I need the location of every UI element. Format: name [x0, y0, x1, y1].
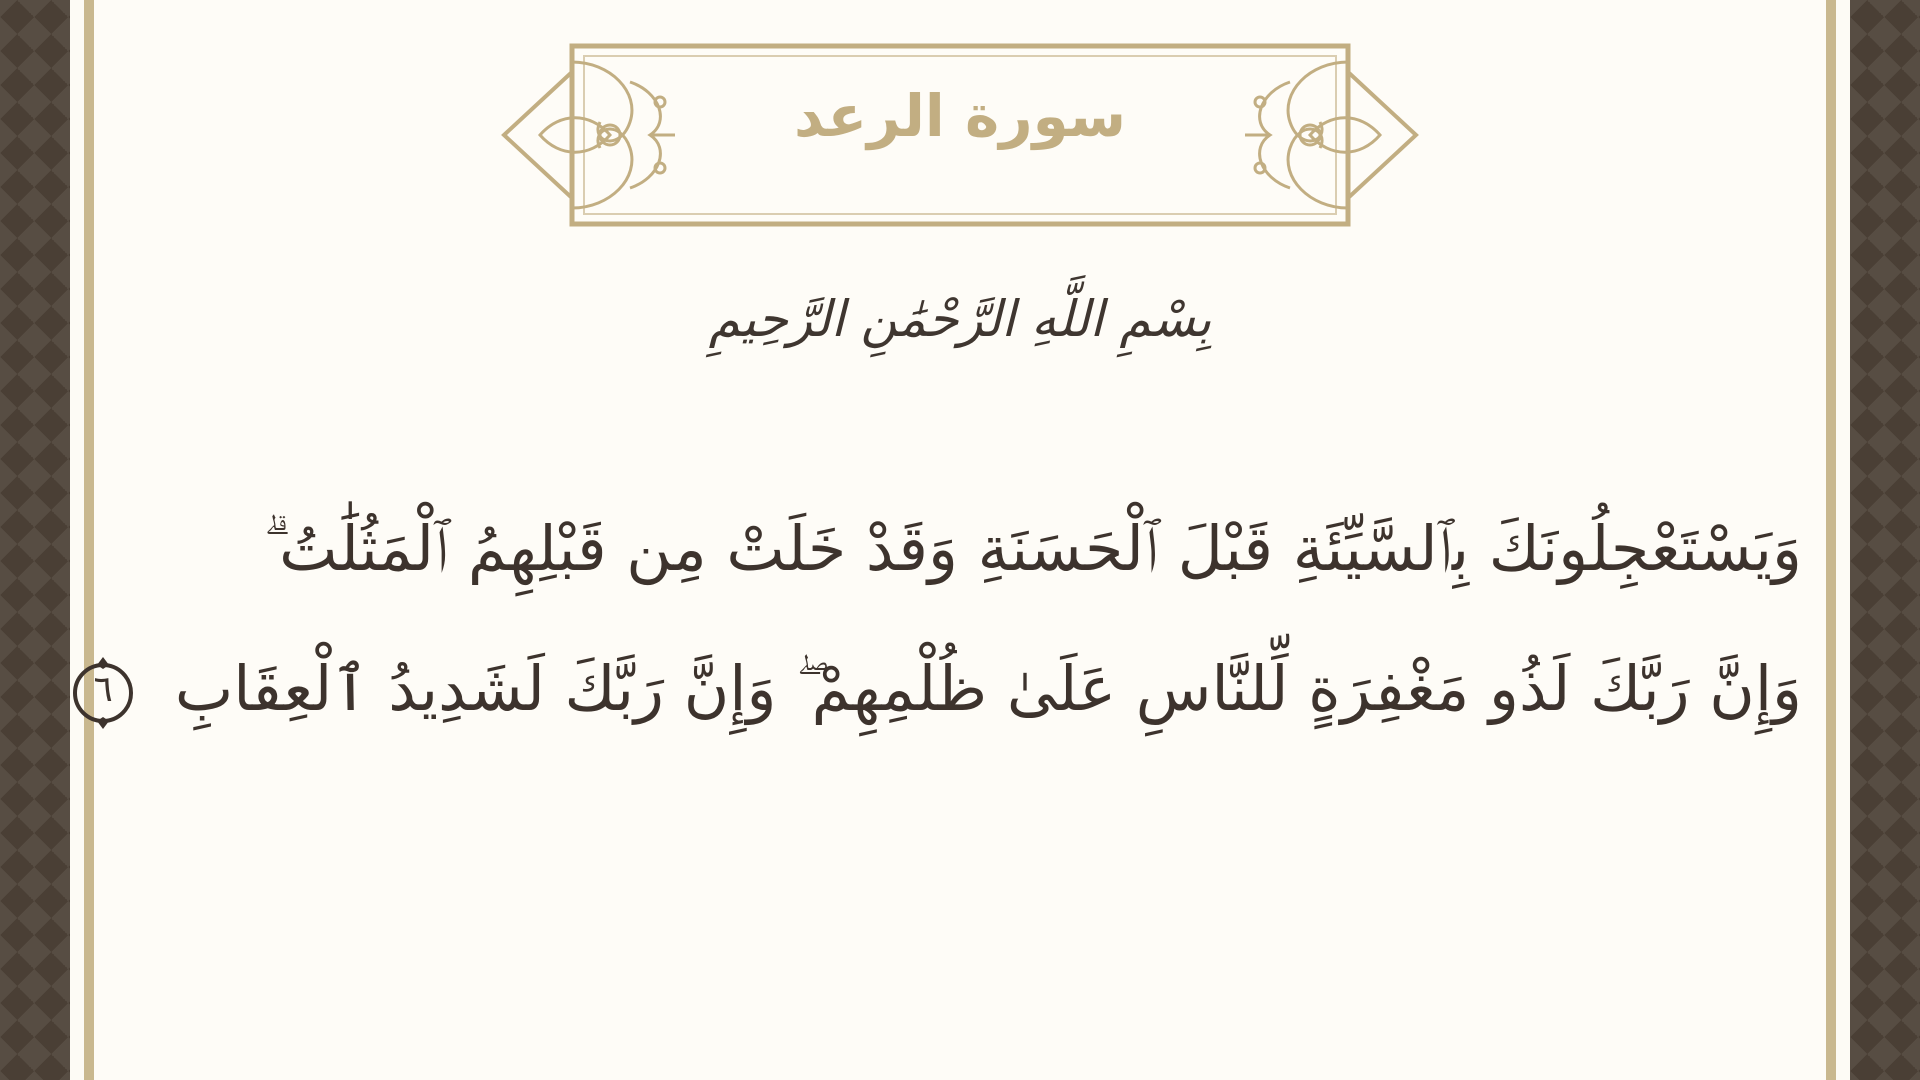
surah-title: سورة الرعد	[793, 82, 1127, 150]
surah-title-banner	[500, 42, 1420, 228]
ayah-number: ٦	[93, 668, 113, 710]
left-border-pattern	[0, 0, 70, 1080]
right-gold-rule	[1826, 0, 1836, 1080]
basmala: بِسْمِ اللَّهِ الرَّحْمَٰنِ الرَّحِيمِ	[708, 290, 1212, 348]
left-gold-rule	[84, 0, 94, 1080]
ayah-number-marker	[69, 655, 137, 731]
right-border-pattern	[1850, 0, 1920, 1080]
verse-line-2	[93, 652, 1802, 731]
verse-line-1: وَيَسْتَعْجِلُونَكَ بِٱلسَّيِّئَةِ قَبْلَ ٱلْحَسَنَةِ وَقَدْ خَلَتْ مِن قَبْلِهِمُ ٱلْمَثُلَٰتُ ۗ	[263, 512, 1802, 585]
verse-line-2-text: وَإِنَّ رَبَّكَ لَذُو مَغْفِرَةٍ لِّلنَّاسِ عَلَىٰ ظُلْمِهِمْ ۖ وَإِنَّ رَبَّكَ لَشَدِيدُ ٱلْعِقَابِ	[174, 652, 1802, 725]
